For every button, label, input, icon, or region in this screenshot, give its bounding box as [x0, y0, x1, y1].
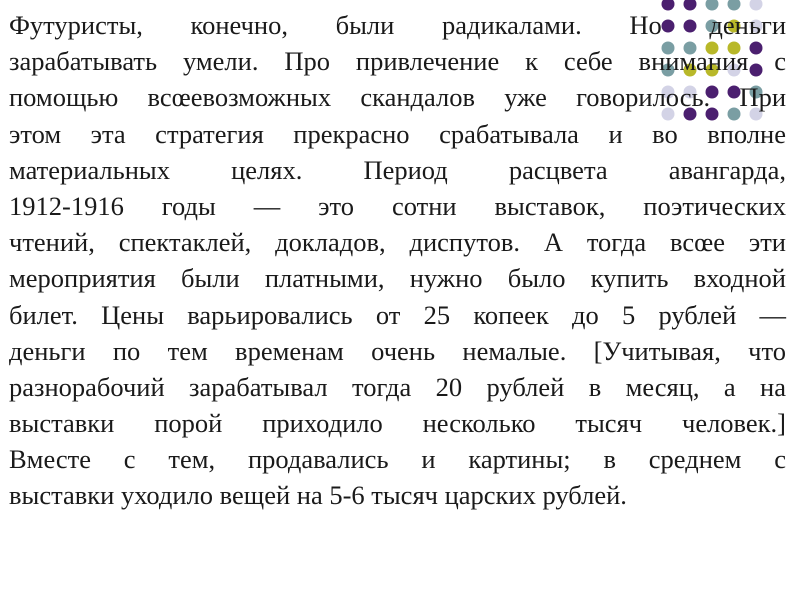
paragraph-line: деньги по тем временам очень немалые. [Учитывая, что: [9, 335, 786, 366]
paragraph-line: Вместе с тем, продавались и картины; в среднем с: [9, 444, 786, 475]
paragraph-line: Футуристы, конечно, были радикалами. Но деньги: [9, 10, 786, 40]
paragraph-line: материальных целях. Период расцвета авангарда,: [9, 154, 786, 185]
paragraph-line: выставки уходило вещей на 5-6 тысяч царских рублей.: [9, 480, 627, 511]
paragraph-line: этом эта стратегия прекрасно срабатывала и во вполне: [9, 118, 786, 149]
paragraph-line: чтений, спектаклей, докладов, диспутов. А тогда всœе эти: [9, 227, 786, 258]
paragraph-line: билет. Цены варьировались от 25 копеек до 5 рублей —: [9, 299, 786, 330]
paragraph-line: помощью всœевозможных скандалов уже говорилось. При: [9, 82, 786, 113]
paragraph-line: мероприятия были платными, нужно было купить входной: [9, 263, 786, 294]
slide-paragraph: [9, 7, 786, 514]
paragraph-line: выставки порой приходило несколько тысяч человек.]: [9, 408, 786, 439]
paragraph-line: зарабатывать умели. Про привлечение к себе внимания с: [9, 46, 786, 77]
paragraph-line: разнорабочий зарабатывал тогда 20 рублей в месяц, а на: [9, 371, 786, 402]
paragraph-line: 1912-1916 годы — это сотни выставок, поэтических: [9, 190, 786, 221]
